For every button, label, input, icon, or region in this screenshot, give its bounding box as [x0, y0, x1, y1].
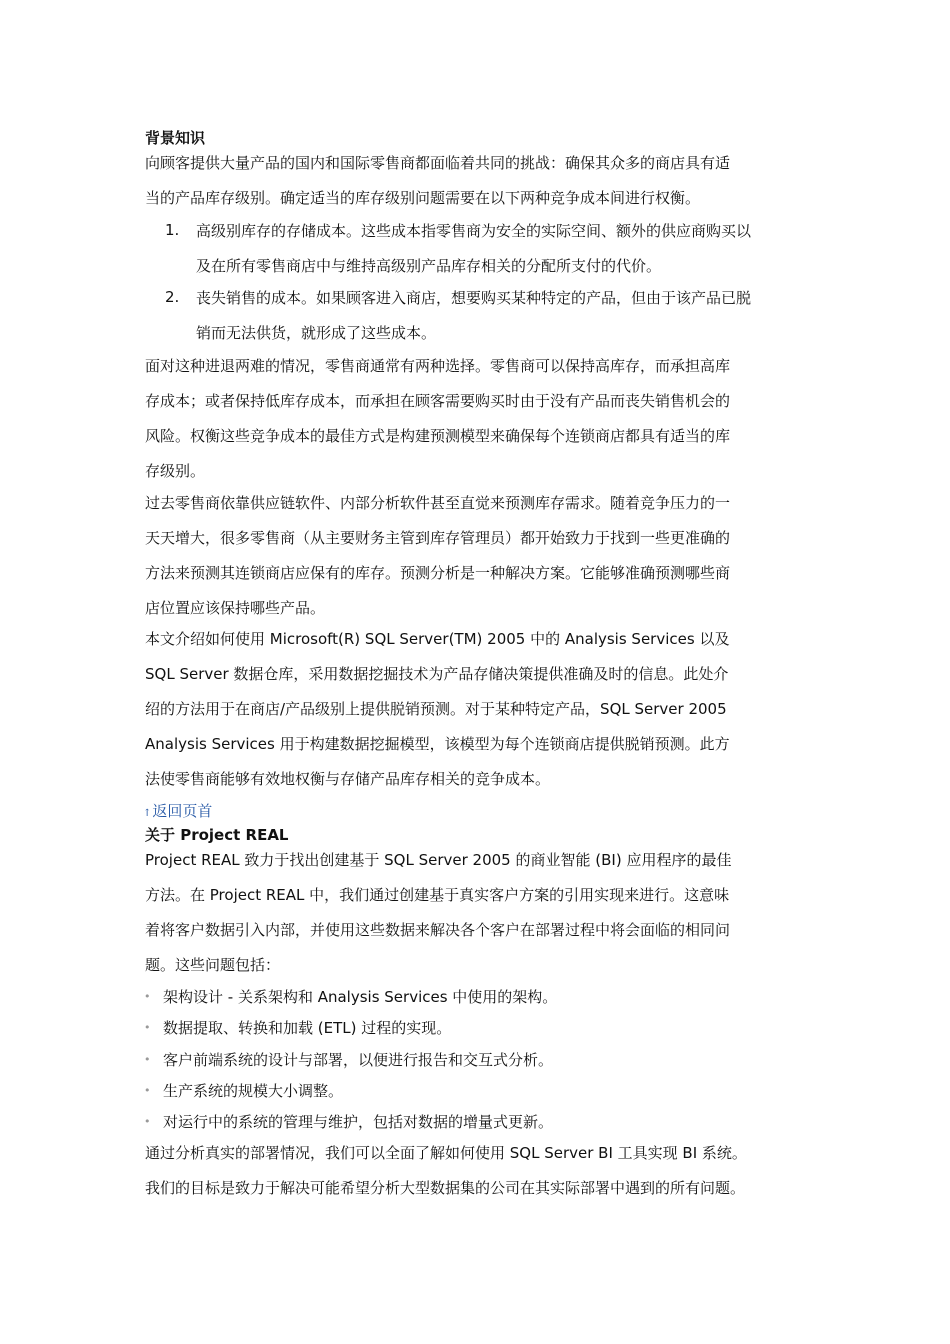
paragraph-line: 过去零售商依靠供应链软件、内部分析软件甚至直觉来预测库存需求。随着竞争压力的一 — [145, 494, 731, 512]
section-heading-project-real: 关于 Project REAL — [145, 826, 289, 844]
paragraph-line: Analysis Services 用于构建数据挖掘模型，该模型为每个连锁商店提供脱销预测。此方 — [145, 735, 730, 753]
list-item-line: 及在所有零售商店中与维持高级别产品库存相关的分配所支付的代价。 — [196, 257, 662, 275]
section-heading-background: 背景知识 — [145, 129, 206, 147]
list-number: 2. — [165, 288, 180, 306]
bullet-dot: • — [144, 990, 151, 1003]
back-to-top-link[interactable] — [143, 801, 212, 824]
list-item-line: 销而无法供货，就形成了这些成本。 — [196, 324, 437, 342]
list-item-line: 高级别库存的存储成本。这些成本指零售商为安全的实际空间、额外的供应商购买以 — [196, 222, 752, 240]
paragraph-line: 题。这些问题包括： — [145, 956, 281, 974]
bullet-dot: • — [144, 1084, 151, 1097]
paragraph-line: 面对这种进退两难的情况，零售商通常有两种选择。零售商可以保持高库存，而承担高库 — [145, 357, 731, 375]
up-arrow-icon: ↑ — [143, 808, 152, 819]
bullet-item: 客户前端系统的设计与部署，以便进行报告和交互式分析。 — [163, 1051, 554, 1069]
bullet-item: 架构设计 - 关系架构和 Analysis Services 中使用的架构。 — [163, 988, 558, 1006]
paragraph-line: 存成本；或者保持低库存成本，而承担在顾客需要购买时由于没有产品而丧失销售机会的 — [145, 392, 731, 410]
paragraph-line: 风险。权衡这些竞争成本的最佳方式是构建预测模型来确保每个连锁商店都具有适当的库 — [145, 427, 731, 445]
paragraph-line: 当的产品库存级别。确定适当的库存级别问题需要在以下两种竞争成本间进行权衡。 — [145, 189, 701, 207]
list-number: 1. — [165, 221, 180, 239]
paragraph-line: 店位置应该保持哪些产品。 — [145, 599, 326, 617]
paragraph-line: 向顾客提供大量产品的国内和国际零售商都面临着共同的挑战：确保其众多的商店具有适 — [145, 154, 731, 172]
bullet-item: 对运行中的系统的管理与维护，包括对数据的增量式更新。 — [163, 1113, 554, 1131]
bullet-item: 生产系统的规模大小调整。 — [163, 1082, 344, 1100]
paragraph-line: 着将客户数据引入内部，并使用这些数据来解决各个客户在部署过程中将会面临的相同问 — [145, 921, 731, 939]
paragraph-line: 方法。在 Project REAL 中，我们通过创建基于真实客户方案的引用实现来进行。这意味 — [145, 886, 730, 904]
paragraph-line: 法使零售商能够有效地权衡与存储产品库存相关的竞争成本。 — [145, 770, 551, 788]
paragraph-line: 存级别。 — [145, 462, 206, 480]
list-item-line: 丧失销售的成本。如果顾客进入商店，想要购买某种特定的产品，但由于该产品已脱 — [196, 289, 752, 307]
paragraph-line: 本文介绍如何使用 Microsoft(R) SQL Server(TM) 2005 中的 Analysis Services 以及 — [145, 630, 730, 648]
bullet-dot: • — [144, 1053, 151, 1066]
bullet-item: 数据提取、转换和加载 (ETL) 过程的实现。 — [163, 1019, 452, 1037]
paragraph-line: 绍的方法用于在商店/产品级别上提供脱销预测。对于某种特定产品，SQL Server 2005 — [145, 700, 727, 718]
paragraph-line: 通过分析真实的部署情况，我们可以全面了解如何使用 SQL Server BI 工具实现 BI 系统。 — [145, 1144, 747, 1162]
paragraph-line: SQL Server 数据仓库，采用数据挖掘技术为产品存储决策提供准确及时的信息。此处介 — [145, 665, 729, 683]
bullet-dot: • — [144, 1021, 151, 1034]
paragraph-line: 天天增大，很多零售商（从主要财务主管到库存管理员）都开始致力于找到一些更准确的 — [145, 529, 731, 547]
paragraph-line: 我们的目标是致力于解决可能希望分析大型数据集的公司在其实际部署中遇到的所有问题。 — [145, 1179, 746, 1197]
back-to-top-label: 返回页首 — [152, 802, 213, 820]
paragraph-line: Project REAL 致力于找出创建基于 SQL Server 2005 的商业智能 (BI) 应用程序的最佳 — [145, 851, 732, 869]
paragraph-line: 方法来预测其连锁商店应保有的库存。预测分析是一种解决方案。它能够准确预测哪些商 — [145, 564, 731, 582]
bullet-dot: • — [144, 1115, 151, 1128]
